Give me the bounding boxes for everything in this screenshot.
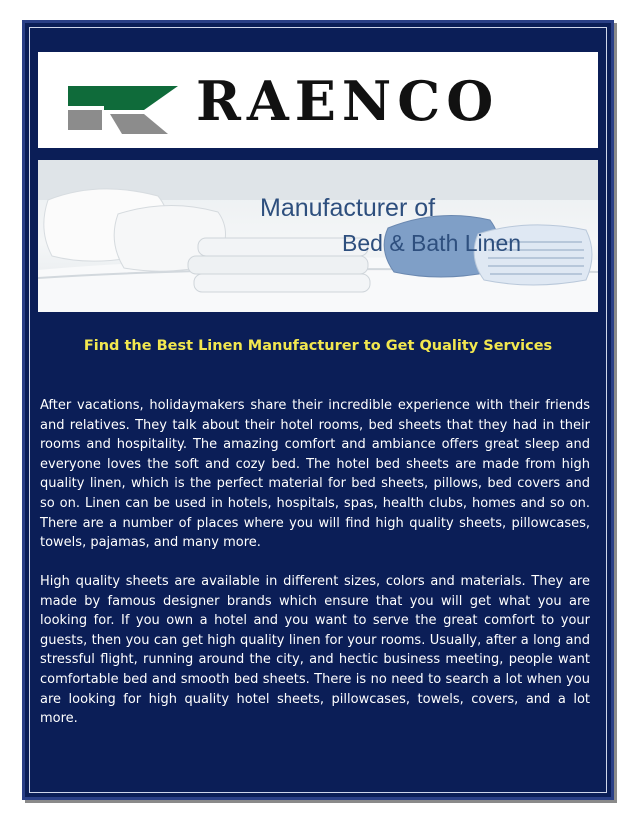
hero-banner bbox=[38, 160, 598, 312]
logo-wordmark: RAENCO bbox=[196, 69, 500, 133]
raenco-logo-mark-icon bbox=[62, 52, 182, 148]
article-paragraph-2: High quality sheets are available in different sizes, colors and materials. They are made by famous designer brands which ensure that you will get what you are looking for. If you own a hotel and you want to serve the great comfort to your guests, then you can get high quality linen for your rooms. Usually, after a long and stressful flight, running around the city, and hectic business meeting, people want comfortable bed and smooth bed sheets. There is no need to search a lot when you are looking for high quality hotel sheets, pillowcases, towels, covers, and a lot more. bbox=[40, 574, 590, 727]
hero-title: Manufacturer of bbox=[260, 194, 436, 222]
logo-banner bbox=[38, 52, 598, 148]
article-paragraph-1: After vacations, holidaymakers share their incredible experience with their friends and relatives. They talk about their hotel rooms, bed sheets that they had in their rooms and hospitality. The amazing comfort and ambiance offers great sleep and everyone loves the soft and cozy bed. The hotel bed sheets are made from high quality linen, which is the perfect material for bed sheets, pillows, bed covers and so on. Linen can be used in hotels, hospitals, spas, health clubs, homes and so on. There are a number of places where you will find high quality sheets, pillowcases, towels, pajamas, and many more. bbox=[40, 398, 590, 551]
article-headline: Find the Best Linen Manufacturer to Get Quality Services bbox=[83, 338, 553, 354]
hero-subtitle: Bed & Bath Linen bbox=[342, 230, 522, 256]
